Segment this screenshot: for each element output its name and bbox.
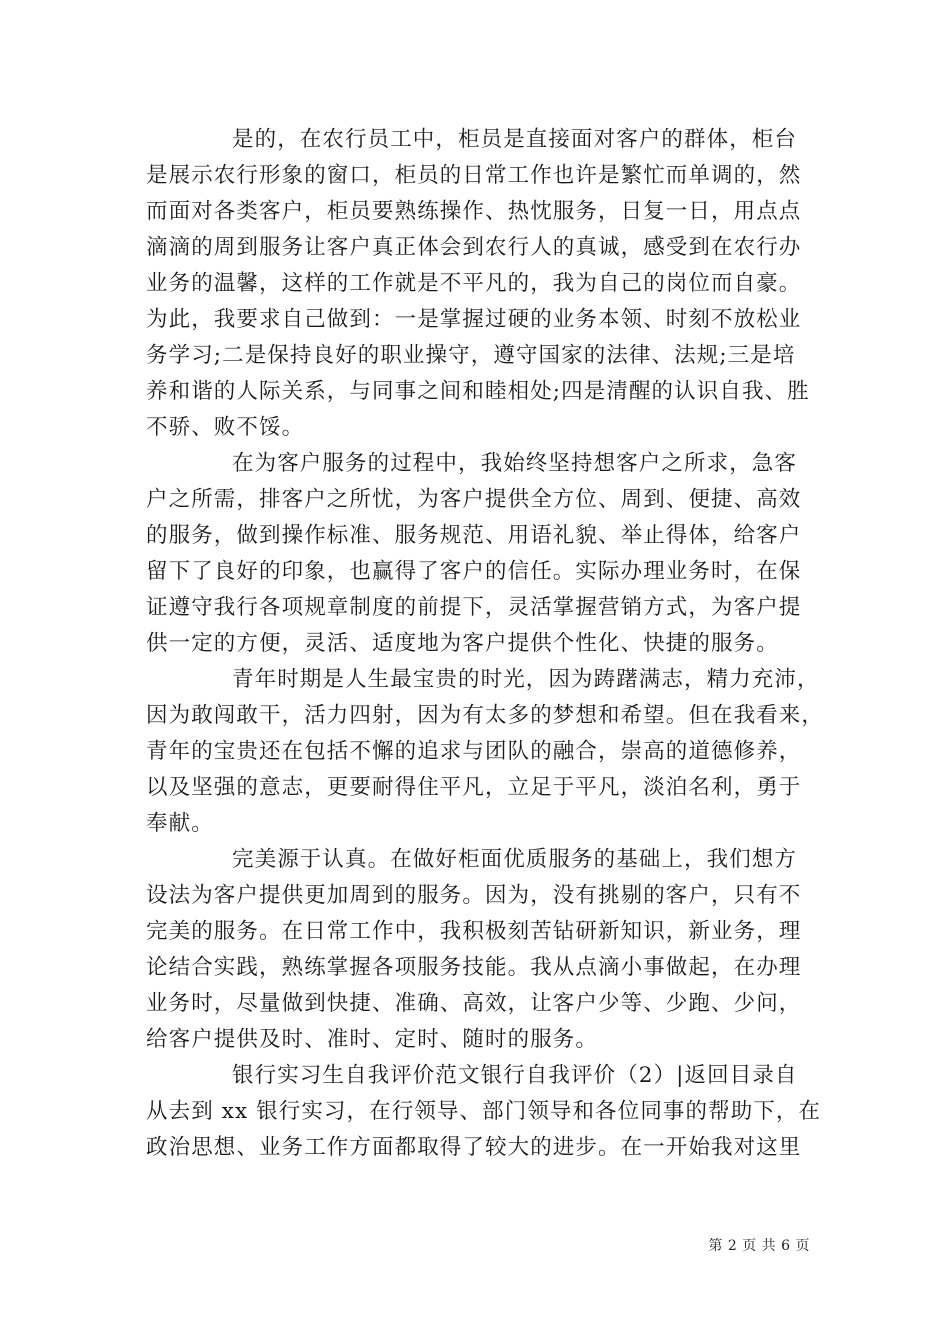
page-number-footer: 第 2 页 共 6 页 — [708, 1238, 810, 1254]
text-line: 留下了良好的印象，也赢得了客户的信任。实际办理业务时，在保 — [146, 559, 802, 584]
text-line: 从去到 xx 银行实习，在行领导、部门领导和各位同事的帮助下，在 — [146, 1099, 822, 1124]
text-line: 完美源于认真。在做好柜面优质服务的基础上，我们想方 — [232, 847, 798, 872]
paragraph — [146, 446, 810, 662]
paragraph — [146, 122, 810, 446]
text-line: 养和谐的人际关系，与同事之间和睦相处;四是清醒的认识自我、胜 — [146, 379, 810, 404]
text-line: 户之所需，排客户之所忧，为客户提供全方位、周到、便捷、高效 — [146, 487, 802, 512]
text-line: 给客户提供及时、准时、定时、随时的服务。 — [146, 1027, 599, 1052]
text-line: 在为客户服务的过程中，我始终坚持想客户之所求，急客 — [232, 451, 798, 476]
text-line: 为此，我要求自己做到：一是掌握过硬的业务本领、时刻不放松业 — [146, 307, 802, 332]
text-line: 业务的温馨，这样的工作就是不平凡的，我为自己的岗位而自豪。 — [146, 271, 802, 296]
text-line: 业务时，尽量做到快捷、准确、高效，让客户少等、少跑、少问， — [146, 991, 802, 1016]
text-line: 务学习;二是保持良好的职业操守，遵守国家的法律、法规;三是培 — [146, 343, 796, 368]
text-line: 以及坚强的意志，更要耐得住平凡，立足于平凡，淡泊名利，勇于 — [146, 775, 802, 800]
text-line: 因为敢闯敢干，活力四射，因为有太多的梦想和希望。但在我看来， — [146, 703, 825, 728]
text-line: 银行实习生自我评价范文银行自我评价（2）|返回目录自 — [232, 1063, 798, 1088]
text-line: 青年时期是人生最宝贵的时光，因为踌躇满志，精力充沛， — [232, 667, 820, 692]
text-line: 设法为客户提供更加周到的服务。因为，没有挑剔的客户，只有不 — [146, 883, 802, 908]
text-line: 是展示农行形象的窗口，柜员的日常工作也许是繁忙而单调的，然 — [146, 163, 802, 188]
text-line: 奉献。 — [146, 811, 214, 836]
text-line: 滴滴的周到服务让客户真正体会到农行人的真诚，感受到在农行办 — [146, 235, 802, 260]
text-line: 证遵守我行各项规章制度的前提下，灵活掌握营销方式，为客户提 — [146, 595, 802, 620]
paragraph — [146, 662, 825, 842]
paragraph — [146, 842, 810, 1058]
text-line: 完美的服务。在日常工作中，我积极刻苦钻研新知识，新业务，理 — [146, 919, 802, 944]
document-body — [146, 122, 825, 1166]
text-line: 供一定的方便，灵活、适度地为客户提供个性化、快捷的服务。 — [146, 631, 779, 656]
text-line: 而面对各类客户，柜员要熟练操作、热忱服务，日复一日，用点点 — [146, 199, 802, 224]
text-line: 政治思想、业务工作方面都取得了较大的进步。在一开始我对这里 — [146, 1135, 802, 1160]
text-line: 的服务，做到操作标准、服务规范、用语礼貌、举止得体，给客户 — [146, 523, 802, 548]
text-line: 不骄、败不馁。 — [146, 415, 305, 440]
text-line: 论结合实践，熟练掌握各项服务技能。我从点滴小事做起，在办理 — [146, 955, 802, 980]
paragraph — [146, 1058, 822, 1166]
text-line: 青年的宝贵还在包括不懈的追求与团队的融合，崇高的道德修养， — [146, 739, 802, 764]
text-line: 是的，在农行员工中，柜员是直接面对客户的群体，柜台 — [232, 127, 798, 152]
